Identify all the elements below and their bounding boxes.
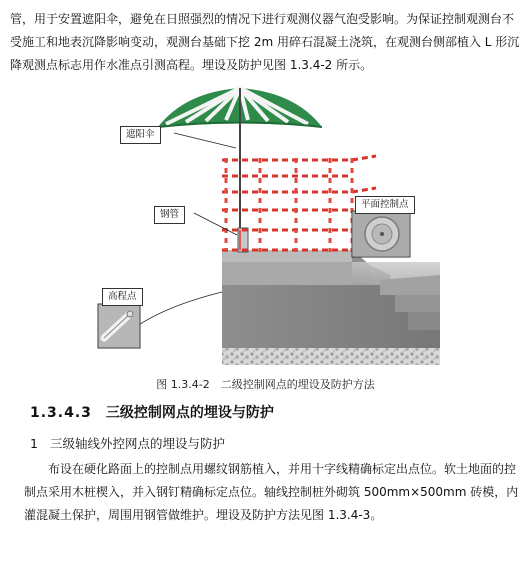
plane-control-point-label: 平面控制点 bbox=[355, 196, 415, 214]
elevation-point-inset bbox=[98, 304, 140, 348]
burial-protection-figure bbox=[90, 80, 440, 365]
subsection-title: 三级轴线外控网点的埋设与防护 bbox=[49, 436, 225, 451]
section-number: 1.3.4.3 bbox=[30, 405, 92, 421]
steel-pipe bbox=[238, 228, 248, 252]
section-title: 三级控制网点的埋设与防护 bbox=[105, 405, 274, 421]
figure-illustration bbox=[90, 80, 440, 365]
elevation-point-label: 高程点 bbox=[102, 288, 143, 306]
observation-platform bbox=[222, 250, 440, 365]
subsection-number: 1 bbox=[30, 436, 38, 451]
figure-caption: 图 1.3.4-2 二级控制网点的埋设及防护方法 bbox=[156, 378, 375, 391]
steel-pipe-label: 钢管 bbox=[154, 206, 185, 224]
subsection-heading bbox=[30, 434, 225, 452]
body-paragraph: 布设在硬化路面上的控制点用螺纹钢筋植入，并用十字线精确标定出点位。软土地面的控制点采用木桩楔入，并入钢钉精确标定点位。轴线控制桩外砌筑 500mm×500mm 砖模，内灌混凝土保护，周围用钢管做维护。埋设及防护方法见图 1.3.4-3。 bbox=[24, 462, 519, 522]
section-heading bbox=[30, 402, 274, 422]
umbrella-label: 遮阳伞 bbox=[120, 126, 161, 144]
intro-paragraph: 管，用于安置遮阳伞，避免在日照强烈的情况下进行观测仪器气泡受影响。为保证控制观测台不受施工和地表沉降影响变动，观测台基础下挖 2m 用碎石混凝土浇筑，在观测台侧部植入 L 形沉降观测点标志用作水准点引测高程。埋设及防护见图 1.3.4-2 所示。 bbox=[10, 12, 520, 72]
plane-control-point-inset bbox=[352, 211, 410, 257]
